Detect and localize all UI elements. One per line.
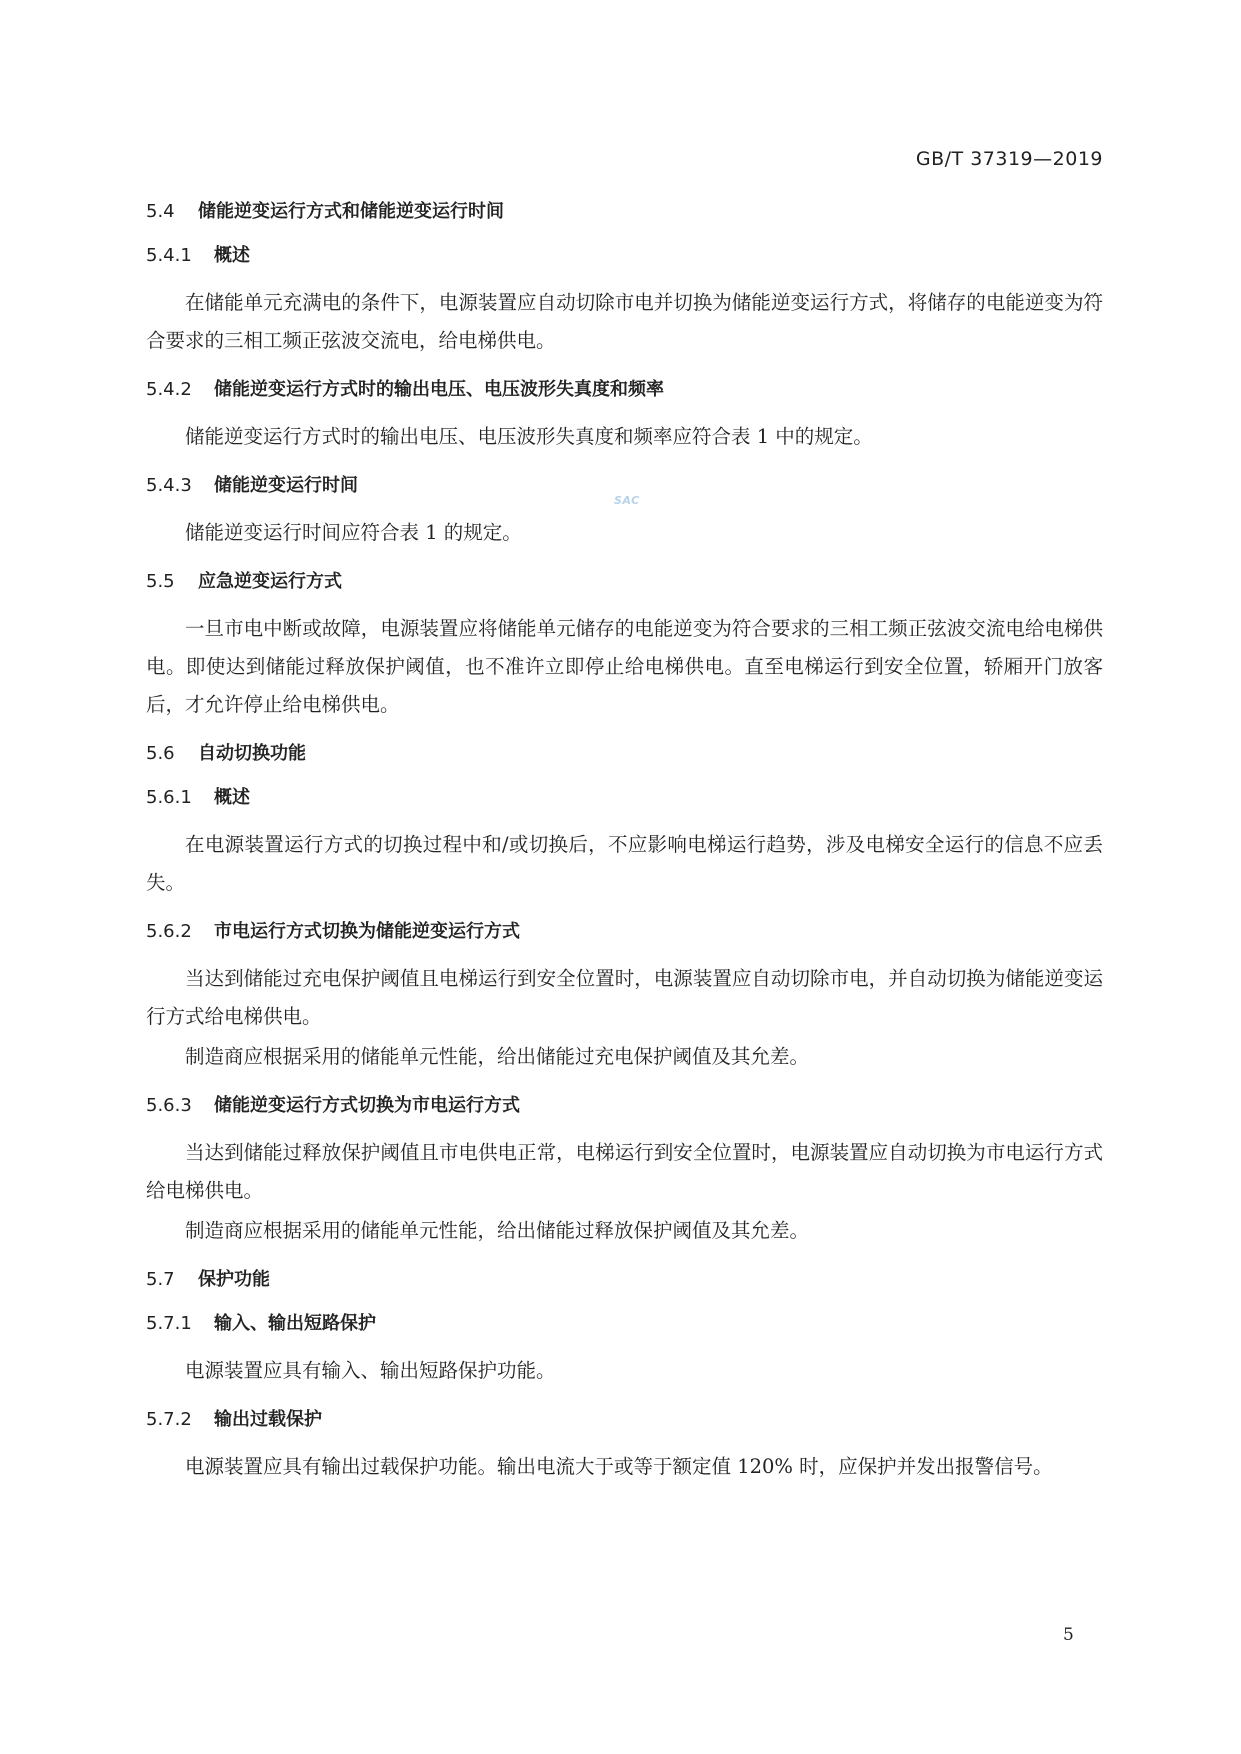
paragraph: 当达到储能过充电保护阈值且电梯运行到安全位置时，电源装置应自动切除市电，并自动切换为储能逆变运行方式给电梯供电。	[146, 967, 1103, 1028]
subsection-heading	[146, 244, 1103, 268]
section-number: 5.7.1	[146, 1313, 192, 1334]
section-title: 概述	[214, 787, 250, 808]
paragraph: 在电源装置运行方式的切换过程中和/或切换后，不应影响电梯运行趋势，涉及电梯安全运行的信息不应丢失。	[146, 833, 1103, 894]
section-title: 自动切换功能	[198, 743, 306, 764]
section-title: 市电运行方式切换为储能逆变运行方式	[214, 921, 520, 942]
subsection-heading	[146, 786, 1103, 810]
section-title: 储能逆变运行时间	[214, 475, 358, 496]
section-title: 储能逆变运行方式切换为市电运行方式	[214, 1095, 520, 1116]
section-title: 概述	[214, 245, 250, 266]
section-number: 5.5	[146, 571, 175, 592]
section-heading	[146, 200, 1103, 224]
standard-code: GB/T 37319—2019	[915, 148, 1103, 170]
subsection-heading	[146, 378, 1103, 402]
paragraph: 储能逆变运行方式时的输出电压、电压波形失真度和频率应符合表 1 中的规定。	[185, 425, 873, 448]
paragraph: 一旦市电中断或故障，电源装置应将储能单元储存的电能逆变为符合要求的三相工频正弦波交流电给电梯供电。即使达到储能过释放保护阈值，也不准许立即停止给电梯供电。直至电梯运行到安全位置，轿厢开门放客后，才允许停止给电梯供电。	[146, 617, 1103, 716]
paragraph: 电源装置应具有输出过载保护功能。输出电流大于或等于额定值 120% 时，应保护并发出报警信号。	[185, 1455, 1053, 1478]
section-title: 输出过载保护	[214, 1409, 322, 1430]
document-body	[146, 200, 1103, 1486]
section-title: 保护功能	[198, 1269, 270, 1290]
section-number: 5.4	[146, 201, 175, 222]
section-heading	[146, 742, 1103, 766]
section-number: 5.6.3	[146, 1095, 192, 1116]
paragraph: 储能逆变运行时间应符合表 1 的规定。	[185, 521, 522, 544]
section-title: 输入、输出短路保护	[214, 1313, 376, 1334]
sac-watermark: SAC	[614, 494, 640, 507]
page-number: 5	[1063, 1625, 1074, 1645]
section-number: 5.4.1	[146, 245, 192, 266]
paragraph: 在储能单元充满电的条件下，电源装置应自动切除市电并切换为储能逆变运行方式，将储存的电能逆变为符合要求的三相工频正弦波交流电，给电梯供电。	[146, 291, 1103, 352]
paragraph: 制造商应根据采用的储能单元性能，给出储能过释放保护阈值及其允差。	[185, 1219, 810, 1242]
paragraph: 当达到储能过释放保护阈值且市电供电正常，电梯运行到安全位置时，电源装置应自动切换为市电运行方式给电梯供电。	[146, 1141, 1103, 1202]
section-heading	[146, 1268, 1103, 1292]
section-number: 5.6.1	[146, 787, 192, 808]
subsection-heading	[146, 1408, 1103, 1432]
section-number: 5.7	[146, 1269, 175, 1290]
section-title: 储能逆变运行方式时的输出电压、电压波形失真度和频率	[214, 379, 664, 400]
section-number: 5.4.2	[146, 379, 192, 400]
subsection-heading	[146, 1312, 1103, 1336]
paragraph: 制造商应根据采用的储能单元性能，给出储能过充电保护阈值及其允差。	[185, 1045, 810, 1068]
section-title: 储能逆变运行方式和储能逆变运行时间	[198, 201, 504, 222]
section-title: 应急逆变运行方式	[198, 571, 342, 592]
subsection-heading	[146, 1094, 1103, 1118]
subsection-heading	[146, 920, 1103, 944]
section-number: 5.6.2	[146, 921, 192, 942]
section-number: 5.6	[146, 743, 175, 764]
paragraph: 电源装置应具有输入、输出短路保护功能。	[185, 1359, 556, 1382]
section-number: 5.7.2	[146, 1409, 192, 1430]
section-number: 5.4.3	[146, 475, 192, 496]
section-heading	[146, 570, 1103, 594]
